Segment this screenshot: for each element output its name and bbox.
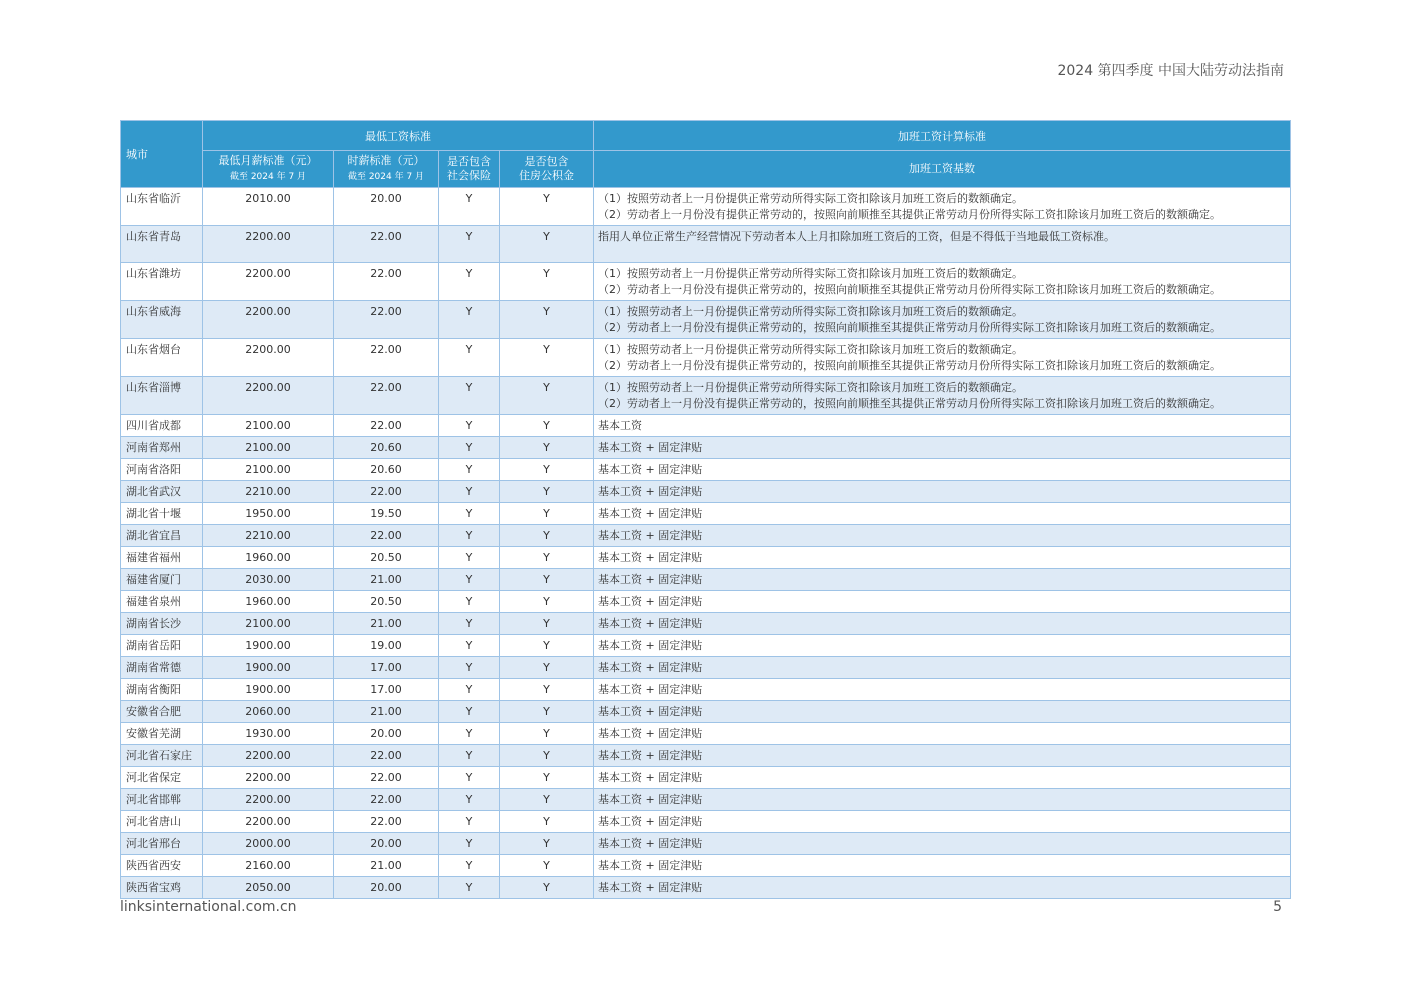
monthly-wage-cell: 2100.00 [203, 415, 334, 437]
housing-fund-cell: Y [500, 679, 594, 701]
monthly-wage-cell: 2200.00 [203, 811, 334, 833]
social-insurance-cell: Y [439, 877, 500, 899]
monthly-wage-cell: 1960.00 [203, 591, 334, 613]
overtime-basis-line: （2）劳动者上一月份没有提供正常劳动的，按照向前顺推至其提供正常劳动月份所得实际工资扣除该月加班工资后的数额确定。 [598, 321, 1221, 334]
overtime-basis-line: 基本工资 [598, 419, 642, 432]
housing-fund-cell: Y [500, 833, 594, 855]
hourly-wage-cell: 22.00 [334, 811, 439, 833]
social-insurance-header: 是否包含 社会保险 [439, 151, 500, 188]
housing-fund-cell: Y [500, 188, 594, 226]
table-row [121, 591, 1291, 613]
city-cell: 河北省邢台 [121, 833, 203, 855]
overtime-basis-cell [594, 301, 1291, 339]
overtime-basis-line: 基本工资 + 固定津贴 [598, 441, 703, 454]
overtime-basis-line: 基本工资 + 固定津贴 [598, 463, 703, 476]
social-insurance-cell: Y [439, 657, 500, 679]
table-row [121, 459, 1291, 481]
monthly-wage-cell: 2210.00 [203, 525, 334, 547]
overtime-basis-cell [594, 657, 1291, 679]
housing-fund-cell: Y [500, 481, 594, 503]
city-cell: 山东省烟台 [121, 339, 203, 377]
overtime-basis-line: 基本工资 + 固定津贴 [598, 881, 703, 894]
hourly-wage-cell: 22.00 [334, 481, 439, 503]
housing-fund-cell: Y [500, 657, 594, 679]
overtime-basis-cell [594, 855, 1291, 877]
monthly-wage-cell: 2050.00 [203, 877, 334, 899]
housing-fund-cell: Y [500, 723, 594, 745]
city-cell: 河北省邯郸 [121, 789, 203, 811]
hourly-wage-cell: 22.00 [334, 263, 439, 301]
monthly-wage-cell: 2160.00 [203, 855, 334, 877]
overtime-basis-line: （2）劳动者上一月份没有提供正常劳动的，按照向前顺推至其提供正常劳动月份所得实际工资扣除该月加班工资后的数额确定。 [598, 283, 1221, 296]
housing-fund-cell: Y [500, 811, 594, 833]
housing-fund-cell: Y [500, 855, 594, 877]
hourly-wage-cell: 21.00 [334, 613, 439, 635]
monthly-wage-cell: 1950.00 [203, 503, 334, 525]
city-cell: 山东省青岛 [121, 226, 203, 263]
monthly-wage-cell: 2060.00 [203, 701, 334, 723]
city-cell: 河北省唐山 [121, 811, 203, 833]
table-row [121, 723, 1291, 745]
social-insurance-cell: Y [439, 591, 500, 613]
hourly-wage-cell: 20.00 [334, 188, 439, 226]
housing-fund-cell: Y [500, 877, 594, 899]
monthly-wage-cell: 2200.00 [203, 767, 334, 789]
table-row [121, 811, 1291, 833]
overtime-basis-cell [594, 547, 1291, 569]
social-insurance-cell: Y [439, 263, 500, 301]
overtime-basis-header: 加班工资基数 [594, 151, 1291, 188]
monthly-wage-cell: 2100.00 [203, 437, 334, 459]
hourly-wage-cell: 20.00 [334, 723, 439, 745]
housing-fund-cell: Y [500, 591, 594, 613]
overtime-basis-line: （1）按照劳动者上一月份提供正常劳动所得实际工资扣除该月加班工资后的数额确定。 [598, 381, 1023, 394]
social-insurance-cell: Y [439, 525, 500, 547]
housing-fund-cell: Y [500, 377, 594, 415]
overtime-basis-line: 基本工资 + 固定津贴 [598, 595, 703, 608]
city-cell: 山东省威海 [121, 301, 203, 339]
social-insurance-cell: Y [439, 547, 500, 569]
overtime-basis-cell [594, 263, 1291, 301]
city-cell: 福建省泉州 [121, 591, 203, 613]
monthly-wage-cell: 1900.00 [203, 657, 334, 679]
overtime-basis-line: 基本工资 + 固定津贴 [598, 815, 703, 828]
housing-fund-cell: Y [500, 525, 594, 547]
overtime-basis-line: （2）劳动者上一月份没有提供正常劳动的，按照向前顺推至其提供正常劳动月份所得实际工资扣除该月加班工资后的数额确定。 [598, 397, 1221, 410]
overtime-basis-line: （1）按照劳动者上一月份提供正常劳动所得实际工资扣除该月加班工资后的数额确定。 [598, 192, 1023, 205]
table-row [121, 745, 1291, 767]
overtime-basis-cell [594, 188, 1291, 226]
hourly-wage-cell: 20.60 [334, 459, 439, 481]
table-row [121, 701, 1291, 723]
monthly-wage-cell: 2200.00 [203, 263, 334, 301]
overtime-basis-cell [594, 437, 1291, 459]
overtime-basis-line: 基本工资 + 固定津贴 [598, 705, 703, 718]
overtime-basis-cell [594, 723, 1291, 745]
hourly-wage-header-note: 截至 2024 年 7 月 [347, 172, 425, 182]
overtime-basis-cell [594, 339, 1291, 377]
housing-fund-cell: Y [500, 789, 594, 811]
housing-fund-cell: Y [500, 263, 594, 301]
overtime-basis-line: （1）按照劳动者上一月份提供正常劳动所得实际工资扣除该月加班工资后的数额确定。 [598, 305, 1023, 318]
hourly-wage-cell: 22.00 [334, 767, 439, 789]
social-insurance-cell: Y [439, 679, 500, 701]
min-wage-group-header: 最低工资标准 [203, 121, 594, 151]
housing-fund-cell: Y [500, 745, 594, 767]
hourly-wage-cell: 19.50 [334, 503, 439, 525]
city-cell: 河北省保定 [121, 767, 203, 789]
hourly-wage-cell: 20.00 [334, 877, 439, 899]
monthly-wage-header-note: 截至 2024 年 7 月 [229, 172, 307, 182]
hourly-wage-cell: 21.00 [334, 569, 439, 591]
overtime-basis-line: 基本工资 + 固定津贴 [598, 771, 703, 784]
city-cell: 四川省成都 [121, 415, 203, 437]
overtime-basis-cell [594, 481, 1291, 503]
city-cell: 湖北省宜昌 [121, 525, 203, 547]
hourly-wage-header-label: 时薪标准（元） [347, 154, 425, 167]
table-row [121, 226, 1291, 263]
social-insurance-cell: Y [439, 745, 500, 767]
hourly-wage-cell: 21.00 [334, 855, 439, 877]
housing-fund-cell: Y [500, 226, 594, 263]
social-insurance-cell: Y [439, 481, 500, 503]
city-cell: 陕西省宝鸡 [121, 877, 203, 899]
overtime-basis-cell [594, 377, 1291, 415]
social-insurance-cell: Y [439, 415, 500, 437]
table-row [121, 789, 1291, 811]
overtime-group-header: 加班工资计算标准 [594, 121, 1291, 151]
social-insurance-cell: Y [439, 301, 500, 339]
hourly-wage-cell: 17.00 [334, 679, 439, 701]
overtime-basis-cell [594, 833, 1291, 855]
monthly-wage-cell: 2030.00 [203, 569, 334, 591]
hourly-wage-cell: 22.00 [334, 525, 439, 547]
overtime-basis-cell [594, 569, 1291, 591]
social-insurance-cell: Y [439, 701, 500, 723]
monthly-wage-cell: 1900.00 [203, 635, 334, 657]
housing-fund-cell: Y [500, 437, 594, 459]
monthly-wage-cell: 2100.00 [203, 613, 334, 635]
city-cell: 湖南省衡阳 [121, 679, 203, 701]
city-cell: 湖北省十堰 [121, 503, 203, 525]
overtime-basis-line: 基本工资 + 固定津贴 [598, 573, 703, 586]
housing-fund-cell: Y [500, 569, 594, 591]
housing-fund-header: 是否包含 住房公积金 [500, 151, 594, 188]
overtime-basis-line: （2）劳动者上一月份没有提供正常劳动的，按照向前顺推至其提供正常劳动月份所得实际工资扣除该月加班工资后的数额确定。 [598, 359, 1221, 372]
overtime-basis-line: 基本工资 + 固定津贴 [598, 859, 703, 872]
housing-fund-cell: Y [500, 301, 594, 339]
table-row [121, 525, 1291, 547]
hourly-wage-cell: 17.00 [334, 657, 439, 679]
table-row [121, 437, 1291, 459]
monthly-wage-cell: 1960.00 [203, 547, 334, 569]
city-cell: 湖南省岳阳 [121, 635, 203, 657]
monthly-wage-cell: 2000.00 [203, 833, 334, 855]
housing-fund-cell: Y [500, 701, 594, 723]
housing-fund-cell: Y [500, 547, 594, 569]
overtime-basis-line: 基本工资 + 固定津贴 [598, 529, 703, 542]
overtime-basis-cell [594, 877, 1291, 899]
housing-fund-cell: Y [500, 613, 594, 635]
wage-table-container [120, 120, 1290, 899]
overtime-basis-line: 基本工资 + 固定津贴 [598, 793, 703, 806]
overtime-basis-cell [594, 679, 1291, 701]
social-insurance-cell: Y [439, 503, 500, 525]
housing-fund-cell: Y [500, 503, 594, 525]
hourly-wage-cell: 20.50 [334, 591, 439, 613]
city-cell: 福建省厦门 [121, 569, 203, 591]
housing-fund-cell: Y [500, 767, 594, 789]
overtime-basis-cell [594, 811, 1291, 833]
social-insurance-cell: Y [439, 613, 500, 635]
hourly-wage-cell: 22.00 [334, 745, 439, 767]
table-row [121, 635, 1291, 657]
hourly-wage-cell: 22.00 [334, 377, 439, 415]
overtime-basis-line: 基本工资 + 固定津贴 [598, 683, 703, 696]
monthly-wage-cell: 1900.00 [203, 679, 334, 701]
city-cell: 安徽省合肥 [121, 701, 203, 723]
overtime-basis-cell [594, 459, 1291, 481]
overtime-basis-cell [594, 745, 1291, 767]
monthly-wage-cell: 1930.00 [203, 723, 334, 745]
overtime-basis-line: 基本工资 + 固定津贴 [598, 485, 703, 498]
social-insurance-cell: Y [439, 811, 500, 833]
social-insurance-cell: Y [439, 339, 500, 377]
monthly-wage-cell: 2010.00 [203, 188, 334, 226]
overtime-basis-line: 基本工资 + 固定津贴 [598, 551, 703, 564]
housing-fund-cell: Y [500, 415, 594, 437]
table-row [121, 569, 1291, 591]
monthly-wage-cell: 2100.00 [203, 459, 334, 481]
hourly-wage-cell: 20.50 [334, 547, 439, 569]
footer-page-number: 5 [1273, 899, 1282, 915]
table-row [121, 767, 1291, 789]
housing-fund-cell: Y [500, 339, 594, 377]
table-row [121, 188, 1291, 226]
overtime-basis-line: （1）按照劳动者上一月份提供正常劳动所得实际工资扣除该月加班工资后的数额确定。 [598, 267, 1023, 280]
city-cell: 山东省淄博 [121, 377, 203, 415]
table-row [121, 855, 1291, 877]
table-row [121, 481, 1291, 503]
overtime-basis-line: 基本工资 + 固定津贴 [598, 727, 703, 740]
hourly-wage-cell: 22.00 [334, 226, 439, 263]
monthly-wage-cell: 2200.00 [203, 377, 334, 415]
city-cell: 山东省临沂 [121, 188, 203, 226]
overtime-basis-line: 基本工资 + 固定津贴 [598, 749, 703, 762]
social-insurance-cell: Y [439, 635, 500, 657]
footer-website: linksinternational.com.cn [120, 899, 297, 915]
table-row [121, 613, 1291, 635]
city-cell: 河南省洛阳 [121, 459, 203, 481]
city-column-header: 城市 [121, 121, 203, 188]
table-row [121, 377, 1291, 415]
overtime-basis-line: 基本工资 + 固定津贴 [598, 639, 703, 652]
overtime-basis-line: 基本工资 + 固定津贴 [598, 837, 703, 850]
hourly-wage-cell: 22.00 [334, 339, 439, 377]
monthly-wage-cell: 2210.00 [203, 481, 334, 503]
overtime-basis-cell [594, 415, 1291, 437]
housing-fund-cell: Y [500, 459, 594, 481]
table-row [121, 503, 1291, 525]
overtime-basis-cell [594, 525, 1291, 547]
hourly-wage-cell: 22.00 [334, 415, 439, 437]
overtime-basis-cell [594, 613, 1291, 635]
table-row [121, 547, 1291, 569]
hourly-wage-cell: 20.60 [334, 437, 439, 459]
city-cell: 陕西省西安 [121, 855, 203, 877]
city-cell: 山东省潍坊 [121, 263, 203, 301]
overtime-basis-line: 基本工资 + 固定津贴 [598, 661, 703, 674]
monthly-wage-header-label: 最低月薪标准（元） [218, 154, 318, 167]
hourly-wage-cell: 20.00 [334, 833, 439, 855]
social-insurance-cell: Y [439, 188, 500, 226]
overtime-basis-cell [594, 226, 1291, 263]
city-cell: 湖北省武汉 [121, 481, 203, 503]
monthly-wage-cell: 2200.00 [203, 301, 334, 339]
city-cell: 河北省石家庄 [121, 745, 203, 767]
hourly-wage-cell: 22.00 [334, 301, 439, 339]
monthly-wage-header [203, 151, 334, 188]
table-row [121, 301, 1291, 339]
city-cell: 福建省福州 [121, 547, 203, 569]
social-insurance-cell: Y [439, 767, 500, 789]
hourly-wage-header [334, 151, 439, 188]
overtime-basis-line: 基本工资 + 固定津贴 [598, 507, 703, 520]
monthly-wage-cell: 2200.00 [203, 226, 334, 263]
overtime-basis-line: 基本工资 + 固定津贴 [598, 617, 703, 630]
social-insurance-cell: Y [439, 226, 500, 263]
social-insurance-cell: Y [439, 855, 500, 877]
social-insurance-cell: Y [439, 569, 500, 591]
monthly-wage-cell: 2200.00 [203, 339, 334, 377]
hourly-wage-cell: 22.00 [334, 789, 439, 811]
overtime-basis-line: （1）按照劳动者上一月份提供正常劳动所得实际工资扣除该月加班工资后的数额确定。 [598, 343, 1023, 356]
table-row [121, 263, 1291, 301]
monthly-wage-cell: 2200.00 [203, 789, 334, 811]
table-row [121, 833, 1291, 855]
document-header-title: 2024 第四季度 中国大陆劳动法指南 [1057, 63, 1284, 79]
social-insurance-cell: Y [439, 459, 500, 481]
table-row [121, 679, 1291, 701]
table-row [121, 415, 1291, 437]
city-cell: 湖南省长沙 [121, 613, 203, 635]
city-cell: 安徽省芜湖 [121, 723, 203, 745]
city-cell: 湖南省常德 [121, 657, 203, 679]
hourly-wage-cell: 21.00 [334, 701, 439, 723]
city-cell: 河南省郑州 [121, 437, 203, 459]
overtime-basis-line: 指用人单位正常生产经营情况下劳动者本人上月扣除加班工资后的工资，但是不得低于当地最低工资标准。 [598, 230, 1115, 243]
social-insurance-cell: Y [439, 789, 500, 811]
social-insurance-cell: Y [439, 377, 500, 415]
housing-fund-cell: Y [500, 635, 594, 657]
table-body [121, 188, 1291, 899]
table-row [121, 877, 1291, 899]
social-insurance-cell: Y [439, 833, 500, 855]
overtime-basis-cell [594, 503, 1291, 525]
social-insurance-cell: Y [439, 723, 500, 745]
minimum-wage-table [120, 120, 1291, 899]
social-insurance-cell: Y [439, 437, 500, 459]
table-row [121, 657, 1291, 679]
overtime-basis-cell [594, 701, 1291, 723]
table-row [121, 339, 1291, 377]
monthly-wage-cell: 2200.00 [203, 745, 334, 767]
overtime-basis-cell [594, 789, 1291, 811]
overtime-basis-cell [594, 767, 1291, 789]
overtime-basis-cell [594, 635, 1291, 657]
overtime-basis-line: （2）劳动者上一月份没有提供正常劳动的，按照向前顺推至其提供正常劳动月份所得实际工资扣除该月加班工资后的数额确定。 [598, 208, 1221, 221]
overtime-basis-cell [594, 591, 1291, 613]
hourly-wage-cell: 19.00 [334, 635, 439, 657]
